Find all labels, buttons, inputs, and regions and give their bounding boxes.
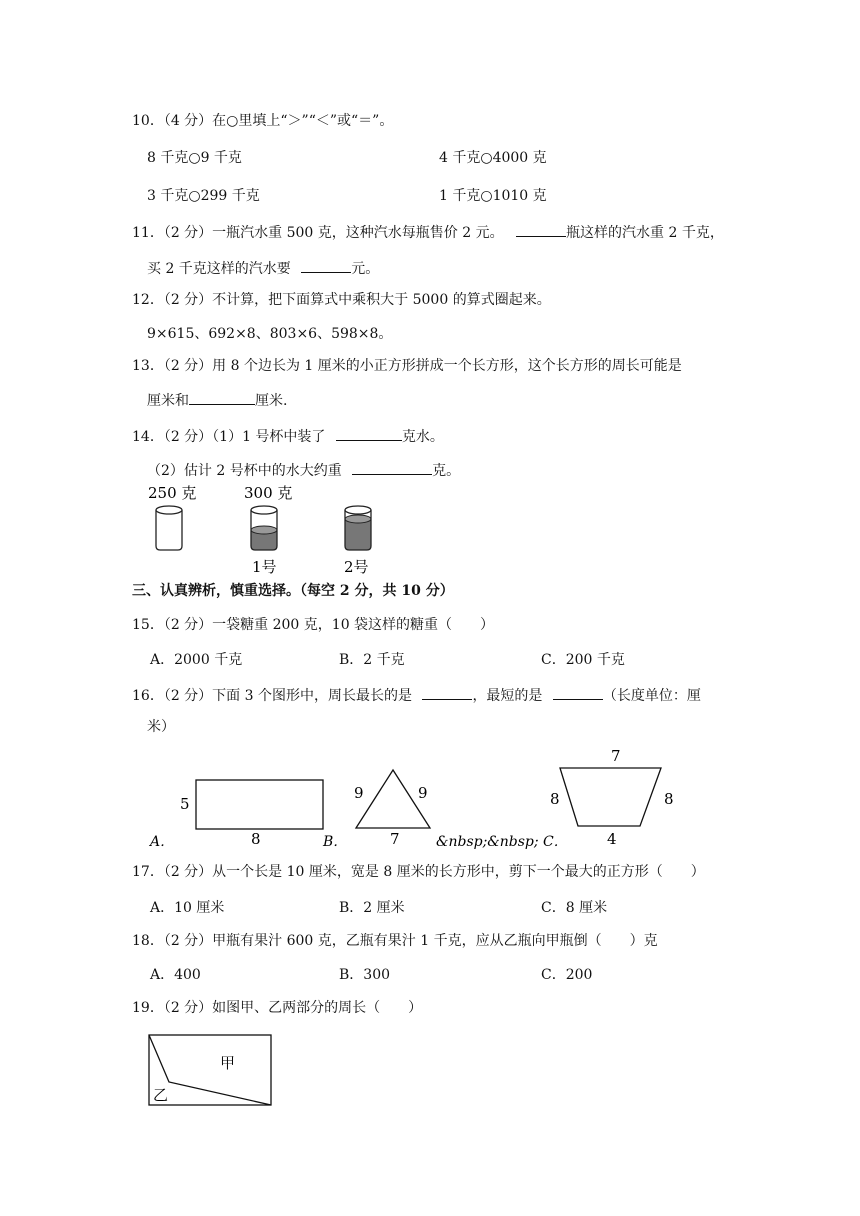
trap-top-label: 7 xyxy=(611,747,621,765)
q18-option-a[interactable]: A．400 xyxy=(150,967,201,983)
q16-blank-2[interactable] xyxy=(553,685,603,700)
q16-shapes-figure xyxy=(140,740,700,852)
q11-text-b: 瓶这样的汽水重 2 千克， xyxy=(566,225,724,241)
q16-text-a: 16．（2 分）下面 3 个图形中，周长最长的是 xyxy=(132,688,412,704)
trap-right-label: 8 xyxy=(664,790,674,808)
q17-option-c[interactable]: C．8 厘米 xyxy=(541,900,608,916)
q11-text-a: 11．（2 分）一瓶汽水重 500 克，这种汽水每瓶售价 2 元。 xyxy=(132,225,504,241)
q14-text-c: （2）估计 2 号杯中的水大约重 xyxy=(147,463,342,479)
trap-bottom-label: 4 xyxy=(607,830,617,848)
q19-label-jia: 甲 xyxy=(220,1054,236,1072)
q18-text: 18．（2 分）甲瓶有果汁 600 克，乙瓶有果汁 1 千克，应从乙瓶向甲瓶倒（ ）克 xyxy=(132,933,658,949)
q16-blank-1[interactable] xyxy=(422,685,472,700)
q16-text-c: （长度单位：厘 xyxy=(602,688,701,704)
section-3-heading: 三、认真辨析，慎重选择。（每空 2 分，共 10 分） xyxy=(132,583,454,599)
q16-text-d: 米） xyxy=(147,719,175,735)
q17-option-a[interactable]: A．10 厘米 xyxy=(150,900,225,916)
q13-blank[interactable] xyxy=(189,390,255,405)
q11-line-1 xyxy=(132,222,724,243)
q10-item-3: 3 千克○299 千克 xyxy=(147,188,260,204)
q11-blank-2[interactable] xyxy=(301,258,351,273)
q19-text: 19．（2 分）如图甲、乙两部分的周长（ ） xyxy=(132,1000,423,1016)
label-b: B． xyxy=(323,834,348,850)
q16-text-b: ，最短的是 xyxy=(472,688,543,704)
q14-blank-2[interactable] xyxy=(352,460,432,475)
cup-2-label: 2号 xyxy=(344,558,369,576)
q10-item-2: 4 千克○4000 克 xyxy=(439,150,547,166)
q10-text: 10．（4 分）在○里填上“＞”“＜”或“＝”。 xyxy=(132,113,394,129)
q14-text-a: 14．（2 分）（1）1 号杯中装了 xyxy=(132,429,326,445)
q14-text-d: 克。 xyxy=(432,463,461,479)
q15-option-b[interactable]: B．2 千克 xyxy=(339,652,405,668)
q18-option-c[interactable]: C．200 xyxy=(541,967,593,983)
q15-text: 15．（2 分）一袋糖重 200 克，10 袋这样的糖重（ ） xyxy=(132,617,495,633)
q14-weight-250: 250 克 xyxy=(148,484,197,502)
tri-right-label: 9 xyxy=(418,784,428,802)
q14-weight-300: 300 克 xyxy=(244,484,293,502)
q13-text: 13．（2 分）用 8 个边长为 1 厘米的小正方形拼成一个长方形，这个长方形的周长可能是 xyxy=(132,358,682,374)
q19-label-yi: 乙 xyxy=(153,1086,169,1104)
q12-text: 12．（2 分）不计算，把下面算式中乘积大于 5000 的算式圈起来。 xyxy=(132,292,551,308)
q17-option-b[interactable]: B．2 厘米 xyxy=(339,900,405,916)
cup-1-label: 1号 xyxy=(252,558,277,576)
q17-text: 17．（2 分）从一个长是 10 厘米，宽是 8 厘米的长方形中，剪下一个最大的正方形（ ） xyxy=(132,864,705,880)
q15-option-c[interactable]: C．200 千克 xyxy=(541,652,625,668)
q13-line-2 xyxy=(147,390,287,411)
trap-left-label: 8 xyxy=(550,790,560,808)
q10-item-1: 8 千克○9 千克 xyxy=(147,150,242,166)
cup-1-icon xyxy=(251,506,277,550)
q16-line-1 xyxy=(132,685,701,706)
rectangle-shape xyxy=(196,780,323,829)
q13-text-b: 厘米. xyxy=(255,393,288,409)
q18-option-b[interactable]: B．300 xyxy=(339,967,391,983)
rect-width-label: 8 xyxy=(251,830,261,848)
q11-blank-1[interactable] xyxy=(516,222,566,237)
label-c: &nbsp;&nbsp; C． xyxy=(436,834,568,850)
q15-option-a[interactable]: A．2000 千克 xyxy=(150,652,243,668)
tri-bottom-label: 7 xyxy=(390,830,400,848)
q14-cups-figure xyxy=(140,480,400,580)
q19-figure xyxy=(145,1030,280,1110)
q11-line-2 xyxy=(147,258,379,279)
q14-line-2 xyxy=(147,460,460,481)
tri-left-label: 9 xyxy=(354,784,364,802)
q10-item-4: 1 千克○1010 克 xyxy=(439,188,547,204)
q14-text-b: 克水。 xyxy=(401,429,444,445)
rect-height-label: 5 xyxy=(180,795,190,813)
empty-cup-icon xyxy=(156,506,182,550)
label-a: A． xyxy=(150,834,175,850)
cup-2-icon xyxy=(345,506,371,550)
trapezoid-shape xyxy=(560,768,661,826)
q11-text-c: 买 2 千克这样的汽水要 xyxy=(147,261,291,277)
q13-text-a: 厘米和 xyxy=(147,393,189,409)
q14-line-1 xyxy=(132,426,444,447)
q12-exprs: 9×615、692×8、803×6、598×8。 xyxy=(147,326,393,342)
q11-text-d: 元。 xyxy=(351,261,380,277)
q14-blank-1[interactable] xyxy=(336,426,402,441)
